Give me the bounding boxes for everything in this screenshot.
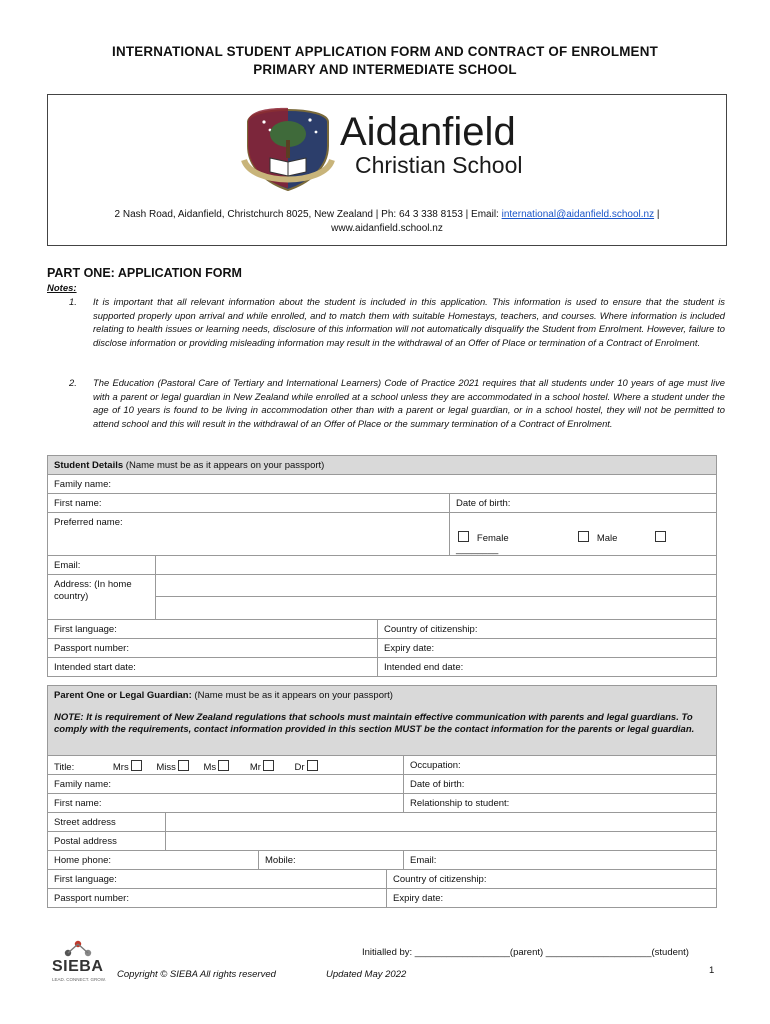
parent-passport-field[interactable]: Passport number: [48,889,387,908]
parent-mobile-field[interactable]: Mobile: [259,851,404,870]
parent-postal-field[interactable] [166,832,717,851]
note-1-text: It is important that all relevant information about the student is included in this application. This information is used to ensure that the student is supported properly upon arrival and while enrolled, and to match them with suitable Homestays, teachers, and courses. Where information is included relating to health issues or learning needs, disclosure of this information will not automatically disqualify the Student from Enrolment. However, failure to disclose information or providing misleading information may result in the withdrawal of an Offer of Place or termination of a Contract of Enrolment. [93,296,725,348]
school-website: www.aidanfield.school.nz [331,223,443,234]
student-details-table [47,455,717,677]
student-passport-field[interactable]: Passport number: [48,639,378,658]
male-checkbox[interactable] [578,531,589,542]
student-end-date-field[interactable]: Intended end date: [378,658,717,677]
parent-expiry-field[interactable]: Expiry date: [387,889,717,908]
sieba-tagline: LEAD. CONNECT. GROW. [52,977,107,982]
parent-dob-field[interactable]: Date of birth: [404,775,717,794]
parent-postal-label: Postal address [48,832,166,851]
student-family-name-field[interactable]: Family name: [48,475,717,494]
school-name-line2: Christian School [355,152,523,178]
student-email-field[interactable] [156,556,717,575]
student-email-label: Email: [48,556,156,575]
parent-details-table [47,685,717,908]
note-1-number: 1. [69,296,77,307]
parent-street-label: Street address [48,813,166,832]
part-one-heading: PART ONE: APPLICATION FORM [47,266,242,280]
other-gender-checkbox[interactable] [655,531,666,542]
student-gender-field: Female Male ________ [450,513,717,556]
student-details-header: Student Details (Name must be as it appears on your passport) [48,456,717,475]
notes-label: Notes: [47,283,77,294]
mr-checkbox[interactable] [263,760,274,771]
dr-checkbox[interactable] [307,760,318,771]
student-first-name-field[interactable]: First name: [48,494,450,513]
updated-date: Updated May 2022 [326,969,407,980]
mrs-checkbox[interactable] [131,760,142,771]
student-first-language-field[interactable]: First language: [48,620,378,639]
student-dob-field[interactable]: Date of birth: [450,494,717,513]
parent-citizenship-field[interactable]: Country of citizenship: [387,870,717,889]
parent-details-header: Parent One or Legal Guardian: (Name must be as it appears on your passport) NOTE: It is requirement of New Zealand regulations that schools must maintain effective communication with parents and legal guardians. To comply with the requirements, contact information provided in this section MUST be the contact information for the parents or legal guardian. [48,686,717,756]
form-title-line2: PRIMARY AND INTERMEDIATE SCHOOL [253,62,517,77]
parent-email-field[interactable]: Email: [404,851,717,870]
student-start-date-field[interactable]: Intended start date: [48,658,378,677]
school-name-line1: Aidanfield [340,110,516,154]
student-expiry-field[interactable]: Expiry date: [378,639,717,658]
ms-checkbox[interactable] [218,760,229,771]
student-preferred-name-field[interactable]: Preferred name: [48,513,450,556]
initialled-by-line: Initialled by: __________________(parent) ____________________(student) [362,947,689,958]
parent-occupation-field[interactable]: Occupation: [404,756,717,775]
parent-street-field[interactable] [166,813,717,832]
student-citizenship-field[interactable]: Country of citizenship: [378,620,717,639]
parent-home-phone-field[interactable]: Home phone: [48,851,259,870]
school-crest-logo [240,100,336,196]
school-email-link[interactable]: international@aidanfield.school.nz [501,209,655,220]
parent-family-name-field[interactable]: Family name: [48,775,404,794]
parent-note: NOTE: It is requirement of New Zealand regulations that schools must maintain effective communication with parents and legal guardians. To comply with the requirements, contact information provided in this section MUST be the contact information for the parents or legal guardian. [54,712,695,735]
parent-first-language-field[interactable]: First language: [48,870,387,889]
parent-relationship-field[interactable]: Relationship to student: [404,794,717,813]
sieba-logo-text: SIEBA [52,958,104,975]
student-address-field-2[interactable] [156,597,717,620]
parent-first-name-field[interactable]: First name: [48,794,404,813]
miss-checkbox[interactable] [178,760,189,771]
school-address: 2 Nash Road, Aidanfield, Christchurch 8025, New Zealand | Ph: 64 3 338 8153 | Email: international@aidanfield.school.nz | [114,209,660,220]
parent-title-field: Title: Mrs Miss Ms Mr Dr [48,756,404,775]
copyright-text: Copyright © SIEBA All rights reserved [117,969,276,980]
note-2-text: The Education (Pastoral Care of Tertiary and International Learners) Code of Practice 2021 requires that all students under 10 years of age must live with a parent or legal guardian in New Zealand while enrolled at a school unless they are accommodated in a school hostel. Where a student under the age of 10 years is found to be living in accommodation other than with a parent or legal guardian, or in a school hostel, they will not be permitted to attend school and this will result in the withdrawal of an Offer of Place or the summary termination of a Contract of Enrolment. [93,377,725,429]
sieba-logo-icon [60,940,96,960]
note-2-number: 2. [69,377,77,388]
student-address-field-1[interactable] [156,575,717,597]
female-checkbox[interactable] [458,531,469,542]
page-number: 1 [709,965,715,976]
form-title-line1: INTERNATIONAL STUDENT APPLICATION FORM AND CONTRACT OF ENROLMENT [112,44,658,59]
student-address-label: Address: (In home country) [48,575,156,620]
